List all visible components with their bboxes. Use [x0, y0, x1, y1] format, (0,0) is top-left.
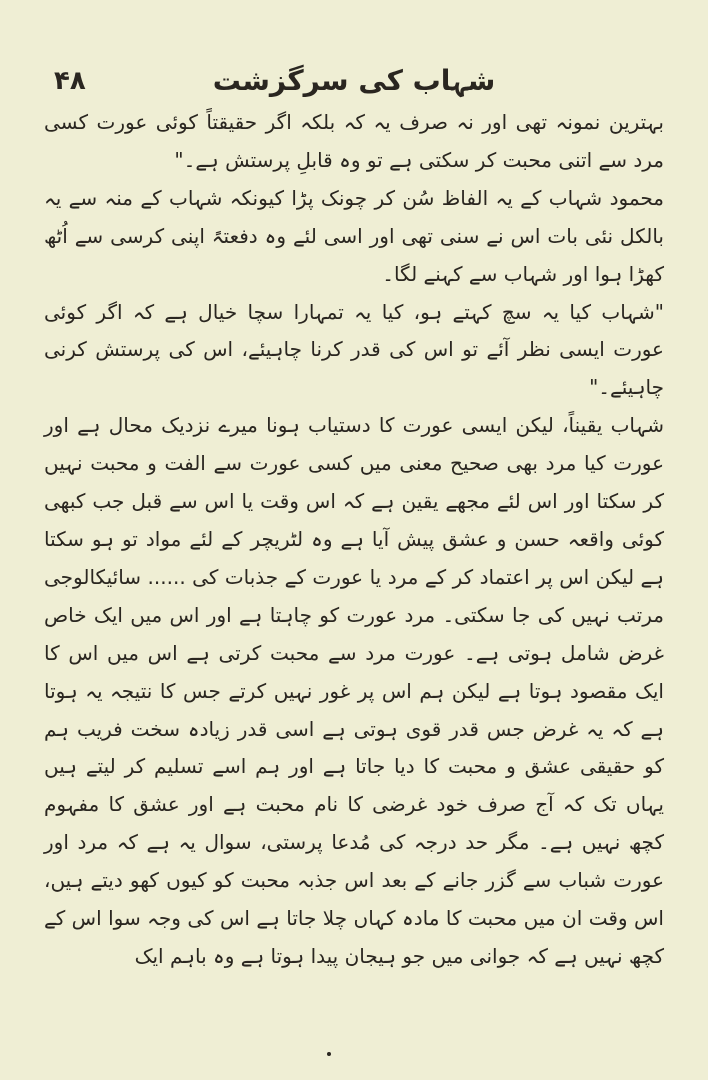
paragraph: محمود شہاب کے یہ الفاظ سُن کر چونک پڑا کیونکہ شہاب کے منہ سے یہ بالکل نئی بات اس نے سنی تھی اور اسی لئے وہ دفعتہً اپنی کرسی سے اُٹھ کھڑا ہوا اور شہاب سے کہنے لگا۔	[44, 185, 664, 286]
paragraph: شہاب یقیناً، لیکن ایسی عورت کا دستیاب ہونا میرے نزدیک محال ہے اور عورت کیا مرد بھی صحیح معنی میں کسی عورت سے الفت و محبت نہیں کر سکتا اور اس لئے مجھے یقین ہے کہ اس وقت یا اس سے قبل جب کبھی کوئی واقعہ حسن و عشق پیش آیا ہے وہ لٹریچر کے لئے مواد تو ہو سکتا ہے لیکن اس پر اعتماد کر کے مرد یا عورت کے جذبات کی ...... سائیکالوجی مرتب نہیں کی جا سکتی۔ مرد عورت کو چاہتا ہے اور اس میں ایک خاص غرض شامل ہوتی ہے۔ عورت مرد سے محبت کرتی ہے اس میں اس کا ایک مقصود ہوتا ہے لیکن ہم اس پر غور نہیں کرتے جس کا نتیجہ یہ ہوتا ہے کہ یہ غرض جس قدر قوی ہوتی ہے اسی قدر زیادہ سخت فریب ہم کو حقیقی عشق و محبت کا دیا جاتا ہے اور ہم اسے تسلیم کر لیتے ہیں یہاں تک کہ آج صرف خود غرضی کا نام محبت ہے اور عشق کا مفہوم کچھ نہیں ہے۔ مگر حد درجہ کی مُدعا پرستی، سوال یہ ہے کہ مرد اور عورت شباب سے گزر جانے کے بعد اس جذبہ محبت کو کیوں کھو دیتے ہیں، اس وقت ان میں محبت کا مادہ کہاں چلا جاتا ہے اس کی وجہ سوا اس کے کچھ نہیں ہے کہ جوانی میں جو ہیجان پیدا ہوتا ہے وہ باہم ایک	[44, 413, 664, 968]
paragraph: "شہاب کیا یہ سچ کہتے ہو، کیا یہ تمہارا سچا خیال ہے کہ اگر کوئی عورت ایسی نظر آئے تو اس کی قدر کرنا چاہیئے، اس کی پرستش کرنی چاہیئے۔"	[44, 299, 664, 400]
footer-dot	[327, 1052, 331, 1056]
body-text	[44, 104, 664, 976]
page-header	[0, 62, 708, 102]
paragraph: بہترین نمونہ تھی اور نہ صرف یہ کہ بلکہ اگر حقیقتاً کوئی عورت کسی مرد سے اتنی محبت کر سکتی ہے تو وہ قابلِ پرستش ہے۔"	[44, 110, 664, 172]
running-title: شہاب کی سرگزشت	[212, 64, 496, 97]
page-number: ۴۸	[54, 66, 86, 96]
